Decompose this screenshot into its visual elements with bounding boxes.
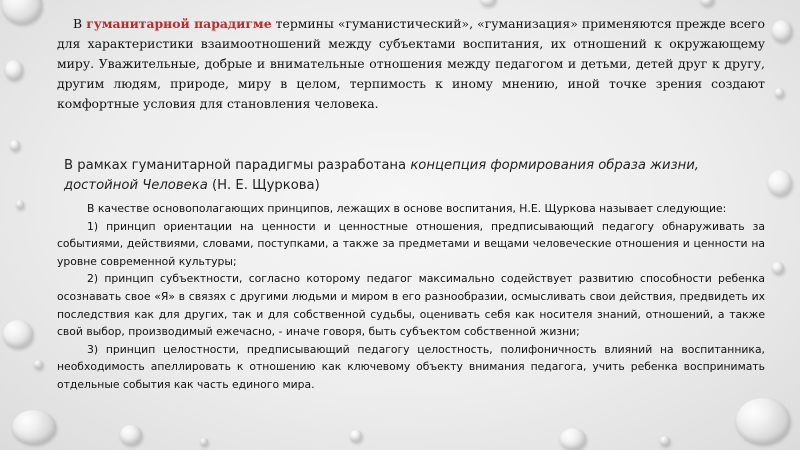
paradigm-paragraph xyxy=(57,14,765,114)
water-drop-decoration xyxy=(34,360,43,369)
water-drop-decoration xyxy=(350,430,362,442)
principle-item: 2) принцип субъектности, согласно которому педагог максимально содействует развитию способности ребенка осознавать свое «Я» в связях с другими людьми и миром в его разнообразии, осмысливать свои действия, предвидеть их последствия как для других, так и для собственной судьбы, оценивать себя как носителя знаний, отношений, а также свой выбор, производимый ежечасно, - иначе говоря, быть субъектом собственной жизни; xyxy=(57,272,765,339)
water-drop-decoration xyxy=(772,20,792,42)
water-drop-decoration xyxy=(700,0,714,6)
paragraph-prefix: В xyxy=(73,16,87,31)
principle-item: 1) принцип ориентации на ценности и ценностные отношения, предписывающий педагогу обнаруживать за событиями, действиями, словами, поступками, а также за предметами и вещами человеческие отношения и ценности на уровне современной культуры; xyxy=(57,219,765,268)
principle-item: 3) принцип целостности, предписывающий педагогу целостность, полифоничность влияний на воспитанника, необходимость апеллировать к отношению как ключевому объекту внимания педагога, учить ребенка воспринимать отдельные события как часть единого мира. xyxy=(57,342,765,391)
concept-author: (Н. Е. Щуркова) xyxy=(207,178,320,193)
water-drop-decoration xyxy=(200,438,208,446)
water-drop-decoration xyxy=(775,88,784,98)
water-drop-decoration xyxy=(3,320,33,348)
water-drop-decoration xyxy=(10,140,20,151)
water-drop-decoration xyxy=(736,398,790,444)
concept-prefix: В рамках гуманитарной парадигмы разработана xyxy=(64,158,411,173)
concept-paragraph xyxy=(64,156,764,196)
concept-title: концепция формирования образа жизни, достойной Человека xyxy=(64,158,699,193)
water-drop-decoration xyxy=(12,410,56,444)
principles-intro: В качестве основополагающих принципов, лежащих в основе воспитания, Н.Е. Щуркова называет следующие: xyxy=(87,202,727,215)
water-drop-decoration xyxy=(768,170,792,196)
water-drop-decoration xyxy=(772,262,784,274)
water-drop-decoration xyxy=(560,428,586,450)
water-drop-decoration xyxy=(660,436,670,446)
water-drop-decoration xyxy=(5,60,23,80)
water-drop-decoration xyxy=(480,0,496,6)
water-drop-decoration xyxy=(16,200,24,209)
paragraph-text: термины «гуманистический», «гуманизация» применяются прежде всего для характеристики взаимоотношений между субъектами воспитания, их отношений к окружающему миру. Уважительные, добрые и внимательные отношения между педагогом и детьми, детей друг к другу, другим людям, природе, миру в целом, терпимость к иному мнению, иной точке зрения создают комфортные условия для становления человека. xyxy=(57,16,766,111)
highlighted-term: гуманитарной парадигме xyxy=(86,16,272,31)
water-drop-decoration xyxy=(120,425,142,445)
principles-block xyxy=(57,200,765,394)
water-drop-decoration xyxy=(2,0,42,24)
